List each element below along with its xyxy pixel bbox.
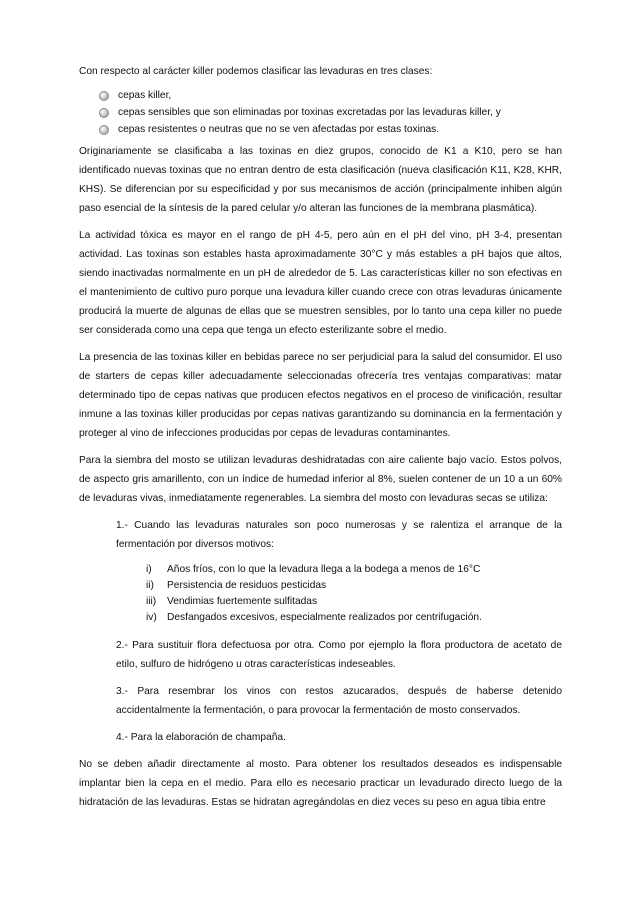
list-item [146, 610, 562, 626]
intro-paragraph: Con respecto al carácter killer podemos clasificar las levaduras en tres clases: [79, 66, 433, 77]
list-item [146, 594, 562, 610]
list-item [99, 104, 562, 121]
list-item-text: cepas resistentes o neutras que no se ven afectadas por estas toxinas. [118, 124, 440, 135]
use-item-3: 3.- Para resembrar los vinos con restos azucarados, después de haberse detenido accidentalmente la fermentación, o para provocar la fermentación de mosto conservados. [116, 686, 562, 716]
use-item-1: 1.- Cuando las levaduras naturales son poco numerosas y se ralentiza el arranque de la fermentación por diversos motivos: [116, 520, 562, 550]
list-item-number: i) [146, 564, 152, 575]
list-item-text: cepas sensibles que son eliminadas por toxinas excretadas por las levaduras killer, y [118, 107, 501, 118]
list-item-text: Persistencia de residuos pesticidas [167, 580, 327, 591]
list-item-number: iv) [146, 612, 157, 623]
sowing-paragraph: Para la siembra del mosto se utilizan levaduras deshidratadas con aire caliente bajo vacío. Estos polvos, de aspecto gris amarillento, con un índice de humedad inferior al 8%, suelen contener de un 10 a un 60% de levaduras vivas, inmediatamente regenerables. La siembra del mosto con levaduras secas se utiliza: [79, 455, 562, 504]
list-item-text: Desfangados excesivos, especialmente realizados por centrifugación. [167, 612, 482, 623]
list-item-number: ii) [146, 580, 154, 591]
killer-classes-list [79, 87, 562, 138]
list-item [99, 121, 562, 138]
list-item-number: iii) [146, 596, 157, 607]
closing-paragraph: No se deben añadir directamente al mosto. Para obtener los resultados deseados es indispensable implantar bien la cepa en el medio. Para ello es necesario practicar un levadurado directo luego de la hidratación de las levaduras. Estas se hidratan agregándolas en diez veces su peso en agua tibia entre [79, 759, 562, 808]
list-item-text: cepas killer, [118, 90, 172, 101]
use-item-2: 2.- Para sustituir flora defectuosa por otra. Como por ejemplo la flora productora de acetato de etilo, sulfuro de hidrógeno u otras características indeseables. [116, 640, 562, 670]
list-item [99, 87, 562, 104]
list-item-text: Años fríos, con lo que la levadura llega a la bodega a menos de 16°C [167, 564, 481, 575]
bullet-icon [99, 108, 109, 118]
bullet-icon [99, 91, 109, 101]
reasons-list [79, 562, 562, 626]
list-item-text: Vendimias fuertemente sulfitadas [167, 596, 318, 607]
document-body [79, 62, 562, 820]
list-item [146, 562, 562, 578]
list-item [146, 578, 562, 594]
classification-paragraph: Originariamente se clasificaba a las toxinas en diez grupos, conocido de K1 a K10, pero se han identificado nuevas toxinas que no entran dentro de esta clasificación (nueva clasificación K11, K28, KHR, KHS). Se diferencian por su especificidad y por sus mecanismos de acción (principalmente inhiben algún paso esencial de la síntesis de la pared celular y/o alteran las funciones de la membrana plasmática). [79, 146, 562, 214]
starters-paragraph: La presencia de las toxinas killer en bebidas parece no ser perjudicial para la salud del consumidor. El uso de starters de cepas killer adecuadamente seleccionadas ofrecería tres ventajas comparativas: matar determinado tipo de cepas nativas que producen efectos negativos en el proceso de vinificación, resultar inmune a las toxinas killer producidas por cepas nativas garantizando su dominancia en la fermentación y proteger al vino de infecciones producidas por cepas de levaduras contaminantes. [79, 352, 562, 439]
use-item-4: 4.- Para la elaboración de champaña. [116, 732, 286, 743]
toxic-activity-paragraph: La actividad tóxica es mayor en el rango de pH 4-5, pero aún en el pH del vino, pH 3-4, presentan actividad. Las toxinas son estables hasta aproximadamente 30°C y más estables a pH bajos que altos, siendo inactivadas normalmente en un pH de alrededor de 5. Las características killer no son efectivas en el mantenimiento de cultivo puro porque una levadura killer cuando crece con otras levaduras únicamente producirá la muerte de algunas de ellas que se muestren sensibles, por lo tanto una cepa killer no puede ser considerada como una cepa que tenga un efecto esterilizante sobre el medio. [79, 230, 562, 336]
bullet-icon [99, 125, 109, 135]
